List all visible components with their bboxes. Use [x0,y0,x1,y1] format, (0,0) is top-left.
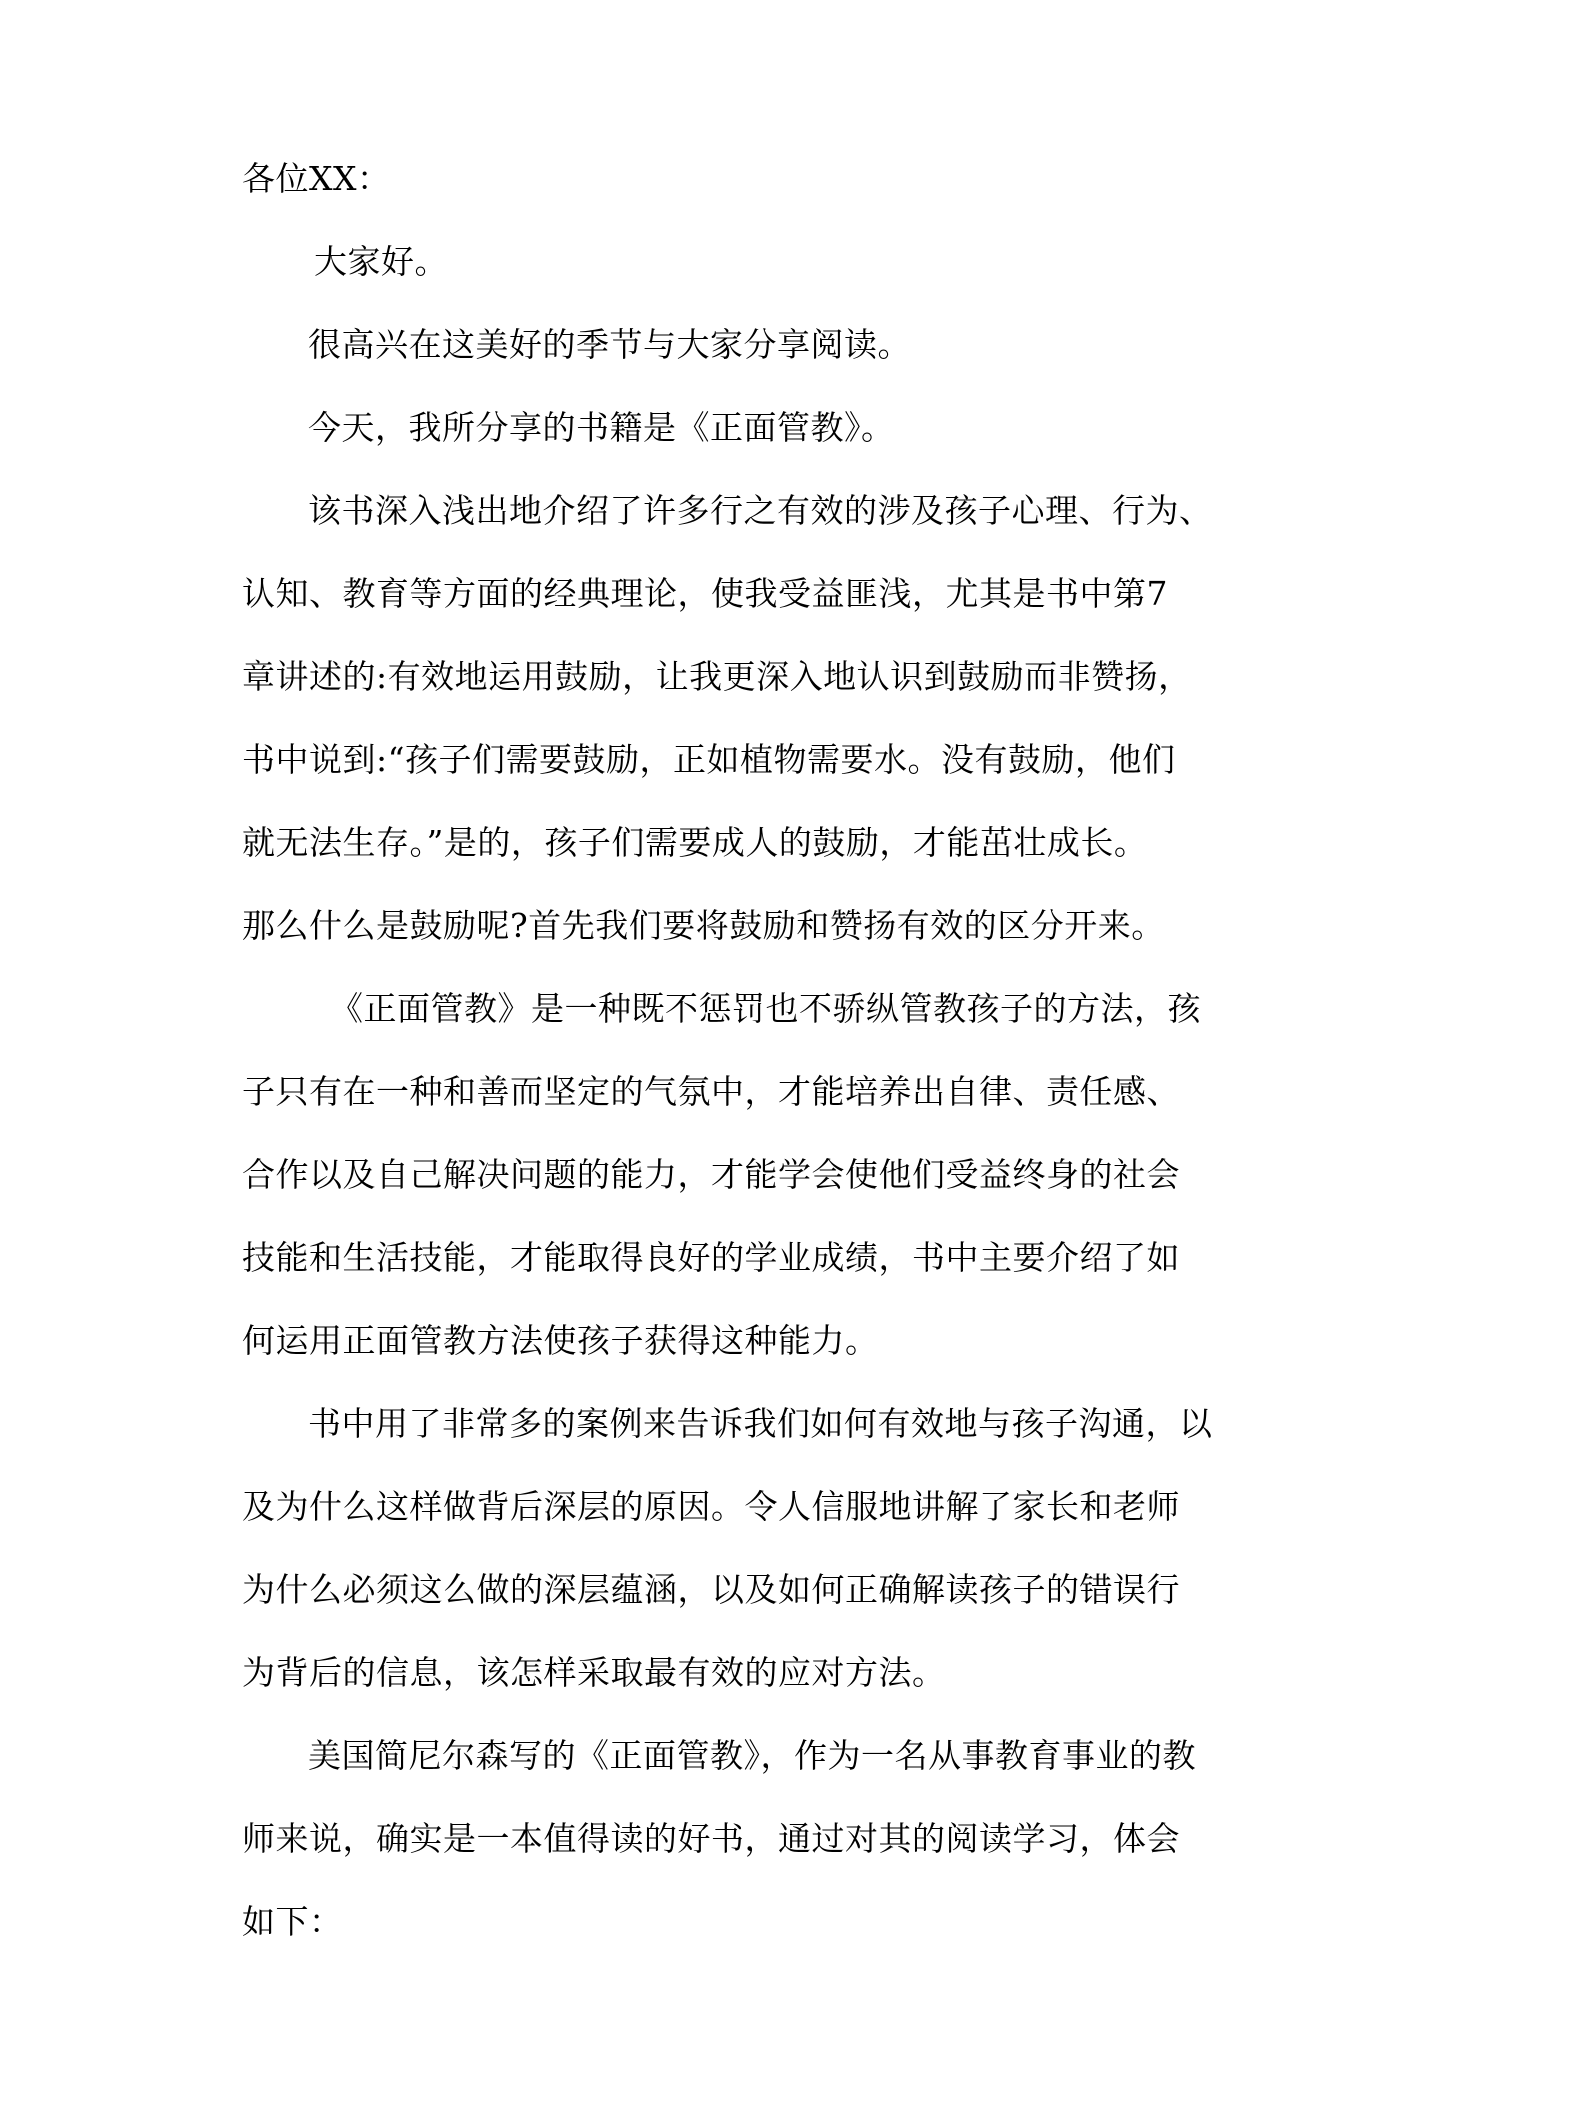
paragraph-line: 何运用正面管教方法使孩子获得这种能力。 [242,1321,879,1360]
paragraph-line: 美国简尼尔森写的《正面管教》，作为一名从事教育事业的教 [308,1736,1196,1775]
paragraph-line: 今天，我所分享的书籍是《正面管教》。 [308,408,895,447]
paragraph-line: 合作以及自己解决问题的能力，才能学会使他们受益终身的社会 [242,1155,1180,1194]
paragraph-line: 很高兴在这美好的季节与大家分享阅读。 [308,325,911,364]
paragraph-line: 该书深入浅出地介绍了许多行之有效的涉及孩子心理、行为、 [308,491,1213,530]
paragraph-encouragement [242,482,1304,980]
paragraph-line: 师来说，确实是一本值得读的好书，通过对其的阅读学习，体会 [242,1819,1180,1858]
paragraph-line: 《正面管教》是一种既不惩罚也不骄纵管教孩子的方法，孩 [330,989,1201,1028]
paragraph-reflection [242,1727,1304,1976]
paragraph-line: 为背后的信息，该怎样采取最有效的应对方法。 [242,1653,946,1692]
paragraph-line: 那么什么是鼓励呢?首先我们要将鼓励和赞扬有效的区分开来。 [242,906,1165,945]
paragraph-line: 子只有在一种和善而坚定的气氛中，才能培养出自律、责任感、 [242,1072,1180,1111]
paragraph-line: 书中说到:“孩子们需要鼓励，正如植物需要水。没有鼓励，他们 [242,740,1176,779]
paragraph-line: 为什么必须这么做的深层蕴涵，以及如何正确解读孩子的错误行 [242,1570,1180,1609]
paragraph-line: 就无法生存。”是的，孩子们需要成人的鼓励，才能茁壮成长。 [242,823,1148,862]
paragraph-line: 及为什么这样做背后深层的原因。令人信服地讲解了家长和老师 [242,1487,1180,1526]
document-body [242,150,1304,1976]
paragraph-opening [242,316,1304,399]
paragraph-line: 认知、教育等方面的经典理论，使我受益匪浅，尤其是书中第7 [242,574,1168,613]
salutation: 各位XX： [242,159,391,198]
paragraph-case-studies [242,1395,1304,1727]
paragraph-book-intro [242,399,1304,482]
paragraph-positive-discipline [242,980,1304,1395]
paragraph-line: 章讲述的:有效地运用鼓励，让我更深入地认识到鼓励而非赞扬， [242,657,1192,696]
paragraph-line: 技能和生活技能，才能取得良好的学业成绩，书中主要介绍了如 [242,1238,1180,1277]
paragraph-line: 如下： [242,1902,343,1941]
greeting: 大家好。 [314,242,448,281]
paragraph-line: 书中用了非常多的案例来告诉我们如何有效地与孩子沟通，以 [308,1404,1213,1443]
